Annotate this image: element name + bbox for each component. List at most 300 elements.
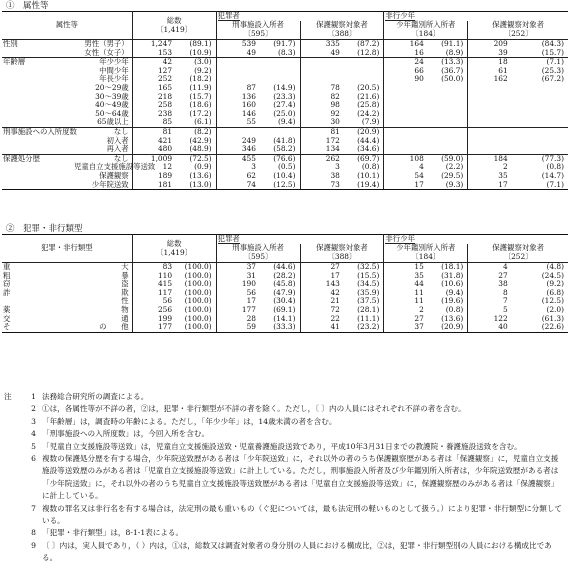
notes-head-spacer (4, 527, 24, 539)
note-text: 「犯罪・非行類型」は，8-1-1表による。 (42, 528, 184, 538)
group-label-spacer (2, 67, 73, 76)
value-cell: 17 (384, 181, 425, 190)
value-cell: 480 (157, 144, 173, 154)
value-cell: 81 (132, 127, 173, 136)
percent-cell (257, 67, 300, 76)
col-header-probation-juvenile: 保護観察対象者 (492, 20, 545, 30)
value-cell: 346 (241, 144, 256, 154)
note-number: 9 (31, 540, 36, 550)
value-cell: 82 (330, 91, 340, 101)
row-label: 65歳以上 (73, 118, 132, 127)
value-cell: 27 (414, 313, 424, 323)
notes (4, 391, 564, 565)
percent-cell: (19.4) (341, 181, 384, 190)
value-cell: 17 (468, 181, 509, 190)
percent-cell: (7.1) (509, 58, 568, 67)
group-label-spacer (2, 163, 73, 172)
value-cell: 4 (502, 262, 508, 271)
type-label-start: 薬 (3, 304, 11, 314)
group-label: 保護処分歴 (2, 154, 73, 163)
type-label-start: 粗 (3, 270, 11, 280)
value-cell: 90 (414, 74, 424, 84)
value-cell: 238 (157, 108, 173, 118)
value-cell: 28 (246, 313, 256, 323)
value-cell: 110 (157, 270, 173, 280)
total-label: 総数 (166, 239, 182, 249)
table-row (2, 323, 568, 332)
value-cell: 421 (157, 135, 173, 145)
type-label-start: そ (2, 323, 73, 332)
value-cell: 35 (498, 170, 508, 180)
notes-head-spacer (4, 403, 24, 415)
percent-cell (425, 93, 468, 102)
value-cell: 143 (325, 279, 340, 289)
value-cell: 108 (384, 154, 425, 163)
value-cell: 146 (241, 108, 256, 118)
percent-cell: (9.4) (425, 289, 468, 298)
percent-cell (425, 101, 468, 110)
percent-cell: (17.2) (173, 110, 216, 119)
value-cell: 177 (241, 304, 256, 314)
value-cell: 61 (498, 65, 508, 75)
value-cell (216, 58, 257, 67)
row-label: なし (73, 127, 132, 136)
percent-cell: (100.0) (173, 297, 216, 306)
juveniles-group-label: 非行少年 (385, 11, 415, 21)
group-label: 刑事施設への入所度数 (3, 126, 77, 136)
note-item (4, 453, 564, 503)
offenders-group-label: 犯罪者 (217, 234, 240, 244)
section1-title: ① 属性等 (6, 1, 49, 11)
value-cell: 38 (330, 170, 340, 180)
total-count: 〔1,419〕 (156, 247, 193, 257)
value-cell (384, 127, 425, 136)
col-header-probation-juvenile: 保護観察対象者 (492, 243, 545, 253)
percent-cell: (20.9) (425, 323, 468, 332)
percent-cell: (34.6) (341, 145, 384, 154)
type-label-start (2, 297, 73, 306)
row-label: 年長少年 (73, 75, 132, 84)
percent-cell: (2.2) (425, 163, 468, 172)
value-cell: 31 (246, 270, 256, 280)
type-label-end: の 他 (73, 323, 132, 332)
percent-cell: (36.7) (425, 67, 468, 76)
value-cell: 42 (330, 287, 340, 297)
value-cell: 8 (502, 287, 508, 297)
percent-cell: (100.0) (173, 289, 216, 298)
value-cell (468, 127, 509, 136)
percent-cell: (72.5) (173, 154, 216, 163)
percent-cell: (13.6) (173, 172, 216, 181)
percent-cell: (9.3) (425, 181, 468, 190)
type-label-end: 性 (73, 297, 132, 306)
percent-cell: (4.8) (546, 262, 564, 271)
attributes-table (2, 11, 568, 190)
percent-cell (257, 58, 300, 67)
col-header-classification: 少年鑑別所入所者 (384, 21, 468, 30)
percent-cell (509, 93, 568, 102)
note-item (4, 416, 564, 428)
percent-cell (509, 101, 568, 110)
group-label-spacer (2, 75, 73, 84)
col-header-probation-adult: 保護観察対象者 (300, 244, 384, 253)
value-cell: 209 (468, 40, 509, 49)
percent-cell: (100.0) (173, 280, 216, 289)
value-cell: 15 (414, 262, 424, 271)
group-label: 性別 (2, 40, 73, 49)
percent-cell (509, 127, 568, 136)
value-cell: 4 (419, 162, 424, 172)
type-label-end: 盗 (73, 280, 132, 289)
type-label-end: 大 (73, 263, 132, 272)
note-number: 8 (31, 528, 36, 538)
note-number: 3 (31, 416, 36, 426)
value-cell (384, 118, 425, 127)
percent-cell: (3.0) (173, 58, 216, 67)
percent-cell: (33.3) (257, 323, 300, 332)
percent-cell: (10.1) (341, 172, 384, 181)
percent-cell: (23.3) (257, 93, 300, 102)
percent-cell: (15.7) (541, 47, 564, 57)
value-cell: 127 (157, 65, 173, 75)
percent-cell: (0.8) (425, 306, 468, 315)
row-label: 40〜49歳 (73, 101, 132, 110)
row-label: 少年院送致 (73, 181, 132, 190)
percent-cell: (21.6) (341, 93, 384, 102)
value-cell: 3 (335, 162, 340, 172)
note-item (4, 403, 564, 415)
row-label: 男性（男子） (73, 40, 132, 49)
percent-cell: (50.0) (425, 75, 468, 84)
value-cell: 184 (468, 154, 509, 163)
value-cell (468, 84, 509, 93)
value-cell: 74 (216, 181, 257, 190)
value-cell: 11 (414, 296, 424, 306)
value-cell (468, 145, 509, 154)
value-cell: 164 (384, 40, 425, 49)
percent-cell: (12.5) (257, 181, 300, 190)
value-cell: 3 (251, 162, 256, 172)
col-count-prison: 〔595〕 (216, 253, 300, 263)
row-label: 年少少年 (73, 58, 132, 67)
row-label: 児童自立支援施設等送致 (74, 162, 156, 172)
percent-cell (425, 84, 468, 93)
notes-head-spacer (4, 416, 24, 428)
percent-cell: (44.6) (257, 263, 300, 272)
value-cell: 218 (157, 91, 173, 101)
value-cell: 249 (241, 135, 256, 145)
value-cell: 181 (132, 181, 173, 190)
percent-cell: (22.6) (509, 323, 568, 332)
percent-cell: (25.3) (541, 65, 564, 75)
row-label: 保護観察 (73, 172, 132, 181)
value-cell: 335 (300, 40, 341, 49)
percent-cell: (30.4) (257, 297, 300, 306)
percent-cell: (20.9) (341, 127, 384, 136)
percent-cell: (42.9) (173, 137, 216, 146)
value-cell: 81 (300, 127, 341, 136)
notes-head-spacer (4, 540, 24, 565)
value-cell (384, 93, 425, 102)
value-cell (384, 84, 425, 93)
percent-cell: (14.1) (257, 315, 300, 324)
percent-cell: (59.0) (425, 154, 468, 163)
value-cell: 72 (330, 304, 340, 314)
table-row (2, 145, 568, 154)
value-cell: 35 (414, 270, 424, 280)
value-cell: 539 (216, 40, 257, 49)
percent-cell: (31.8) (425, 272, 468, 281)
percent-cell: (0.5) (257, 163, 300, 172)
percent-cell: (23.2) (341, 323, 384, 332)
row-label: 50〜64歳 (73, 110, 132, 119)
percent-cell: (8.9) (425, 49, 468, 58)
col-header-prison: 刑事施設入所者 (216, 244, 300, 253)
percent-cell (509, 145, 568, 154)
col-header-classification: 少年鑑別所入所者 (384, 244, 468, 253)
percent-cell: (29.5) (425, 172, 468, 181)
value-cell (300, 58, 341, 67)
offenders-group-label: 犯罪者 (217, 11, 240, 21)
note-item (4, 441, 564, 453)
percent-cell: (13.6) (425, 315, 468, 324)
percent-cell (425, 118, 468, 127)
percent-cell: (10.6) (425, 280, 468, 289)
value-cell: 1,009 (132, 154, 173, 163)
value-cell: 189 (157, 170, 173, 180)
notes-head-spacer (4, 503, 24, 528)
type-label-start: 交 (3, 313, 11, 323)
notes-head-spacer (4, 441, 24, 453)
percent-cell (425, 145, 468, 154)
col-count-classification: 〔184〕 (384, 30, 468, 40)
note-text: 「年齢層」は，調査時の年齢による。ただし，「年少少年」は，14歳未満の者を含む。 (42, 416, 337, 426)
value-cell: 56 (246, 287, 256, 297)
value-cell: 92 (330, 108, 340, 118)
value-cell: 5 (502, 304, 508, 314)
note-text: 法務総合研究所の調査による。 (42, 392, 149, 401)
value-cell: 30 (330, 117, 340, 127)
percent-cell: (61.3) (541, 313, 564, 323)
total-label: 総数 (166, 16, 182, 26)
percent-cell: (7.1) (509, 181, 568, 190)
percent-cell: (9.4) (257, 118, 300, 127)
percent-cell: (32.5) (341, 263, 384, 272)
value-cell: 199 (157, 313, 173, 323)
group-label: 年齢層 (2, 58, 73, 67)
value-cell: 252 (157, 74, 173, 84)
percent-cell: (27.4) (257, 101, 300, 110)
value-cell: 56 (162, 296, 173, 306)
value-cell (384, 137, 425, 146)
percent-cell: (13.0) (173, 181, 216, 190)
percent-cell: (15.5) (341, 272, 384, 281)
value-cell (468, 118, 509, 127)
percent-cell: (76.6) (257, 154, 300, 163)
col-count-probation-adult: 〔388〕 (300, 30, 384, 40)
percent-cell: (8.2) (173, 127, 216, 136)
value-cell (216, 67, 257, 76)
type-label-end: 欺 (73, 289, 132, 298)
percent-cell: (77.3) (509, 154, 568, 163)
percent-cell: (9.2) (173, 67, 216, 76)
value-cell: 117 (157, 287, 173, 297)
percent-cell: (100.0) (173, 272, 216, 281)
note-number: 1 (31, 392, 36, 401)
group-label-spacer (2, 110, 73, 119)
value-cell: 49 (330, 47, 340, 57)
value-cell: 258 (157, 100, 173, 110)
percent-cell (425, 127, 468, 136)
col-count-classification: 〔184〕 (384, 253, 468, 263)
value-cell (468, 93, 509, 102)
value-cell: 11 (414, 287, 424, 297)
value-cell: 55 (246, 117, 256, 127)
note-text: 複数の罪名又は非行名を有する場合は，法定刑の最も重いもの（ぐ犯については，最も法定刑の軽いものとして扱う。）により犯罪・非行類型に分類している。 (42, 503, 563, 526)
percent-cell: (41.8) (257, 137, 300, 146)
value-cell: 21 (330, 296, 340, 306)
value-cell: 87 (246, 82, 256, 92)
value-cell: 54 (414, 170, 424, 180)
note-text: 複数の保護処分歴を有する場合，少年院送致歴がある者は「少年院送致」に，それ以外の者のうち保護観察歴がある者は「保護観察」に，児童自立支援施設等送致歴のみがある者は「児童自立支援施設等送致」に計上している。ただし，刑事施設入所者及び少年鑑別所入所者は，少年院送致歴がある者は「少年院送致」に，それ以外の者のうち児童自立支援施設等送致歴がある者は「児童自立支援施設等送致」に，保護観察歴のみがある者は「保護観察」に計上している。 (42, 454, 559, 501)
percent-cell (425, 110, 468, 119)
percent-cell: (44.4) (341, 137, 384, 146)
percent-cell: (0.8) (341, 163, 384, 172)
value-cell: 44 (414, 279, 424, 289)
percent-cell: (2.0) (546, 304, 564, 314)
note-number: 6 (31, 454, 36, 464)
note-text: 「児童自立支援施設等送致」は，児童自立支援施設送致・児童養護施設送致であり，平成10年3月31日までの教護院・養護施設送致を含む。 (42, 441, 522, 451)
total-header (132, 12, 216, 40)
value-cell (468, 110, 509, 119)
value-cell: 7 (502, 296, 508, 306)
row-label: 中間少年 (73, 67, 132, 76)
percent-cell: (24.2) (341, 110, 384, 119)
table-row (2, 49, 568, 58)
percent-cell: (8.3) (257, 49, 300, 58)
percent-cell: (18.2) (173, 75, 216, 84)
percent-cell: (19.6) (425, 297, 468, 306)
value-cell: 256 (157, 304, 173, 314)
percent-cell: (35.9) (341, 289, 384, 298)
value-cell: 49 (246, 47, 256, 57)
percent-cell: (28.1) (341, 306, 384, 315)
value-cell: 190 (241, 279, 256, 289)
note-number: 5 (31, 441, 36, 451)
percent-cell: (11.1) (341, 315, 384, 324)
percent-cell: (9.2) (546, 279, 564, 289)
percent-cell: (0.9) (173, 163, 216, 172)
type-label-end: 暴 (73, 272, 132, 281)
value-cell (300, 67, 341, 76)
category-header: 犯罪・非行類型 (2, 235, 132, 263)
section2-title: ② 犯罪・非行類型 (6, 224, 83, 234)
note-item (4, 527, 564, 539)
value-cell: 62 (246, 170, 256, 180)
percent-cell: (28.2) (257, 272, 300, 281)
percent-cell: (91.7) (257, 40, 300, 49)
type-label-end: 物 (73, 306, 132, 315)
row-label: 再入者 (73, 145, 132, 154)
percent-cell (509, 110, 568, 119)
percent-cell: (100.0) (173, 263, 216, 272)
value-cell: 177 (132, 323, 173, 332)
value-cell: 134 (325, 144, 340, 154)
value-cell: 2 (502, 162, 508, 172)
percent-cell: (14.9) (257, 84, 300, 93)
percent-cell (509, 118, 568, 127)
value-cell (468, 137, 509, 146)
percent-cell: (15.7) (173, 93, 216, 102)
percent-cell: (48.9) (173, 145, 216, 154)
value-cell: 22 (330, 313, 340, 323)
type-label-start: 詐 (3, 287, 11, 297)
note-item (4, 428, 564, 440)
value-cell: 162 (493, 74, 508, 84)
note-number: 2 (31, 404, 36, 414)
col-count-probation-juvenile: 〔252〕 (468, 30, 568, 40)
offense-type-table (2, 234, 568, 333)
note-item (4, 503, 564, 528)
note-text: 〔 〕内は，実人員であり，（ ）内は，①は，総数又は調査対象者の身分別の人員における構成比，②は，犯罪・非行類型別の人員における構成比である。 (42, 540, 552, 563)
value-cell: 37 (384, 323, 425, 332)
percent-cell: (91.1) (425, 40, 468, 49)
table-row (2, 181, 568, 190)
value-cell: 78 (330, 82, 340, 92)
group-label-spacer (2, 181, 73, 190)
percent-cell: (87.2) (341, 40, 384, 49)
percent-cell: (10.9) (173, 49, 216, 58)
value-cell: 42 (132, 58, 173, 67)
value-cell: 12 (162, 162, 173, 172)
percent-cell: (37.5) (341, 297, 384, 306)
value-cell: 83 (162, 262, 173, 271)
percent-cell: (6.8) (546, 287, 564, 297)
value-cell: 24 (384, 58, 425, 67)
value-cell: 165 (157, 82, 173, 92)
row-label: なし (73, 154, 132, 163)
value-cell (384, 110, 425, 119)
col-header-prison: 刑事施設入所者 (216, 21, 300, 30)
value-cell: 1,247 (132, 40, 173, 49)
value-cell: 38 (498, 279, 508, 289)
total-header (132, 235, 216, 263)
percent-cell: (67.2) (541, 74, 564, 84)
percent-cell: (24.5) (541, 270, 564, 280)
percent-cell: (25.0) (257, 110, 300, 119)
percent-cell: (12.8) (341, 49, 384, 58)
value-cell (384, 101, 425, 110)
value-cell: 40 (468, 323, 509, 332)
group-label-spacer (2, 84, 73, 93)
note-number: 4 (31, 429, 36, 439)
notes-head-spacer (4, 428, 24, 440)
value-cell: 415 (157, 279, 173, 289)
percent-cell: (100.0) (173, 323, 216, 332)
percent-cell: (18.6) (173, 101, 216, 110)
row-label: 20〜29歳 (73, 84, 132, 93)
type-label-end: 通 (73, 315, 132, 324)
col-count-prison: 〔595〕 (216, 30, 300, 40)
percent-cell: (89.1) (173, 40, 216, 49)
percent-cell: (6.1) (173, 118, 216, 127)
row-label: 女性（女子） (73, 49, 132, 58)
col-count-probation-adult: 〔388〕 (300, 253, 384, 263)
notes-list (4, 391, 564, 565)
value-cell: 136 (241, 91, 256, 101)
category-header: 属性等 (2, 12, 132, 40)
note-item (4, 540, 564, 565)
